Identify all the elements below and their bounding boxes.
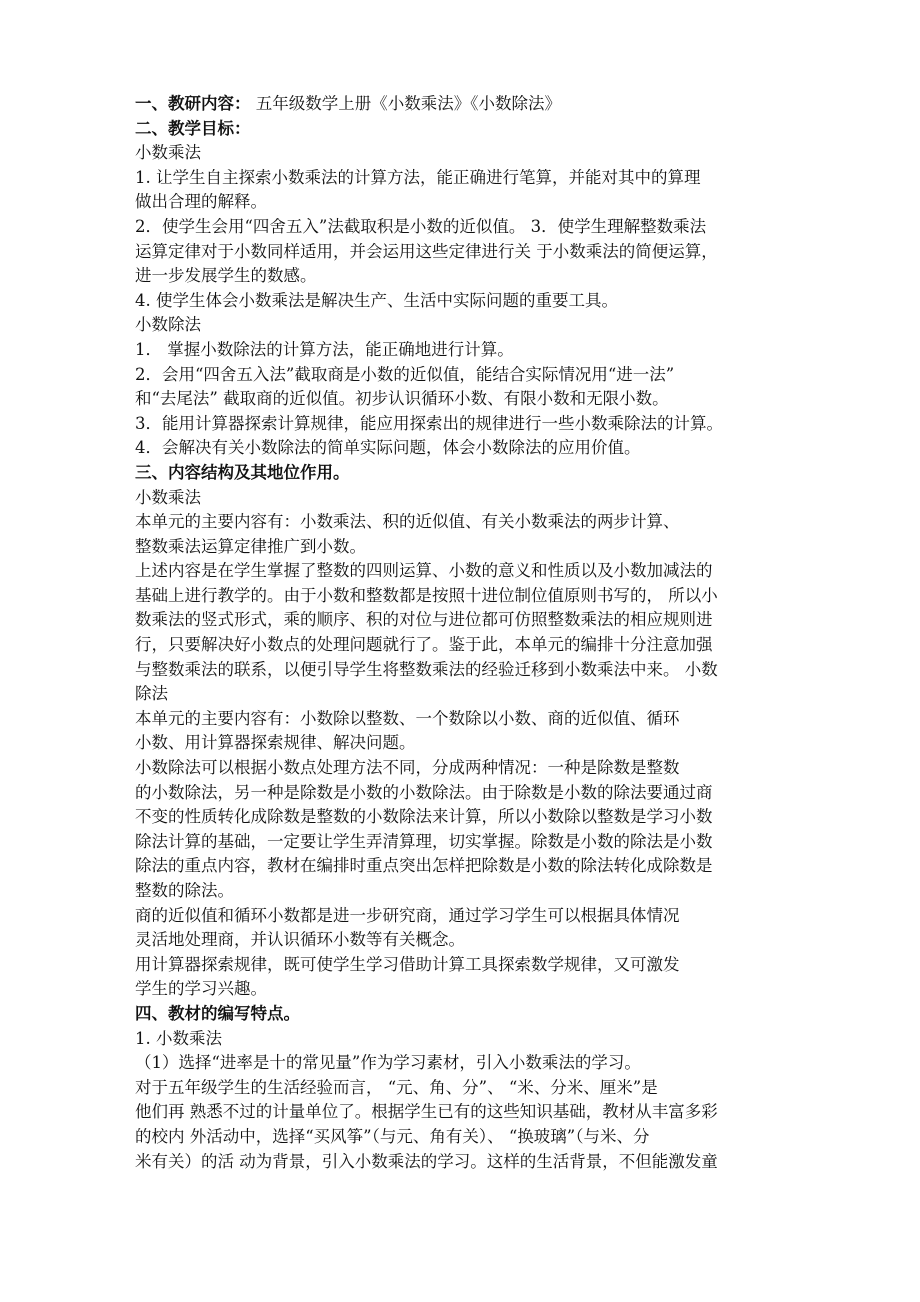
subheading-division: 小数除法 xyxy=(135,315,201,335)
text-line: 进一步发展学生的数感。 xyxy=(135,266,317,286)
text-line: 整数的除法。 xyxy=(135,881,234,900)
text-line: 用计算器探索规律，既可使学生学习借助计算工具探索数学规律，又可激发 xyxy=(135,954,680,974)
section-heading-2: 二、教学目标： xyxy=(135,118,251,138)
text-line: 4. 使学生体会小数乘法是解决生产、生活中实际问题的重要工具。 xyxy=(135,290,618,310)
text-line: 灵活地处理商，并认识循环小数等有关概念。 xyxy=(135,930,465,950)
text-line: 除法 xyxy=(135,684,168,704)
text-line: 2．会用“四舍五入法”截取商是小数的近似值，能结合实际情况用“进一法” xyxy=(135,364,675,384)
section-heading-3: 三、内容结构及其地位作用。 xyxy=(135,462,350,482)
text-line: 3．能用计算器探索计算规律，能应用探索出的规律进行一些小数乘除法的计算。 xyxy=(135,413,723,433)
text-line: （1）选择“进率是十的常见量”作为学习素材，引入小数乘法的学习。 xyxy=(135,1053,641,1073)
text-line: 行，只要解决好小数点的处理问题就行了。鉴于此，本单元的编排十分注意加强 xyxy=(135,635,713,655)
text-line: 本单元的主要内容有：小数乘法、积的近似值、有关小数乘法的两步计算、 xyxy=(135,512,680,532)
text-line: 商的近似值和循环小数都是进一步研究商，通过学习学生可以根据具体情况 xyxy=(135,905,680,925)
text-line: 的校内 外活动中，选择“买风筝”（与元、角有关）、 “换玻璃”（与米、分 xyxy=(135,1126,650,1146)
text-line: 上述内容是在学生掌握了整数的四则运算、小数的意义和性质以及小数加减法的 xyxy=(135,561,713,581)
numbered-subheading: 1. 小数乘法 xyxy=(135,1028,222,1048)
text-line: 除法计算的基础，一定要让学生弄清算理，切实掌握。除数是小数的除法是小数 xyxy=(135,831,713,851)
subheading-multiplication: 小数乘法 xyxy=(135,143,201,163)
heading-text: 五年级数学上册《小数乘法》《小数除法》 xyxy=(250,94,561,113)
text-line: 运算定律对于小数同样适用，并会运用这些定律进行关 于小数乘法的简便运算， xyxy=(135,241,718,261)
text-line: 对于五年级学生的生活经验而言， “元、角、分”、 “米、分米、厘米”是 xyxy=(135,1077,658,1097)
text-line: 数乘法的竖式形式，乘的顺序、积的对位与进位都可仿照整数乘法的相应规则进 xyxy=(135,610,713,630)
text-line: 他们再 熟悉不过的计量单位了。根据学生已有的这些知识基础，教材从丰富多彩 xyxy=(135,1102,718,1122)
text-line: 2．使学生会用“四舍五入”法截取积是小数的近似值。 3．使学生理解整数乘法 xyxy=(135,216,707,236)
text-line: 本单元的主要内容有：小数除以整数、一个数除以小数、商的近似值、循环 xyxy=(135,708,680,728)
text-line: 除法的重点内容，教材在编排时重点突出怎样把除数是小数的除法转化成除数是 xyxy=(135,856,713,876)
text-line: 整数乘法运算定律推广到小数。 xyxy=(135,536,366,556)
section-heading-1 xyxy=(135,92,795,117)
subheading-multiplication: 小数乘法 xyxy=(135,487,201,507)
text-line: 小数、用计算器探索规律、解决问题。 xyxy=(135,733,416,753)
text-line: 基础上进行教学的。由于小数和整数都是按照十进位制位值原则书写的， 所以小 xyxy=(135,585,718,605)
text-line: 4．会解决有关小数除法的简单实际问题，体会小数除法的应用价值。 xyxy=(135,438,641,458)
document-page xyxy=(135,92,795,1174)
text-line: 小数除法可以根据小数点处理方法不同，分成两种情况：一种是除数是整数 xyxy=(135,758,680,778)
text-line: 学生的学习兴趣。 xyxy=(135,979,267,999)
text-line: 与整数乘法的联系，以便引导学生将整数乘法的经验迁移到小数乘法中来。 小数 xyxy=(135,659,718,679)
text-line: 不变的性质转化成除数是整数的小数除法来计算，所以小数除以整数是学习小数 xyxy=(135,807,713,827)
text-line: 1. 让学生自主探索小数乘法的计算方法，能正确进行笔算，并能对其中的算理 xyxy=(135,167,701,187)
heading-label: 一、教研内容： xyxy=(135,94,251,113)
text-line: 米有关）的活 动为背景，引入小数乘法的学习。这样的生活背景，不但能激发童 xyxy=(135,1151,718,1171)
section-heading-4: 四、教材的编写特点。 xyxy=(135,1003,300,1023)
text-line: 1． 掌握小数除法的计算方法，能正确地进行计算。 xyxy=(135,339,514,359)
text-line: 和“去尾法” 截取商的近似值。初步认识循环小数、有限小数和无限小数。 xyxy=(135,389,669,409)
text-line: 做出合理的解释。 xyxy=(135,192,267,212)
text-line: 的小数除法，另一种是除数是小数的小数除法。由于除数是小数的除法要通过商 xyxy=(135,782,713,802)
